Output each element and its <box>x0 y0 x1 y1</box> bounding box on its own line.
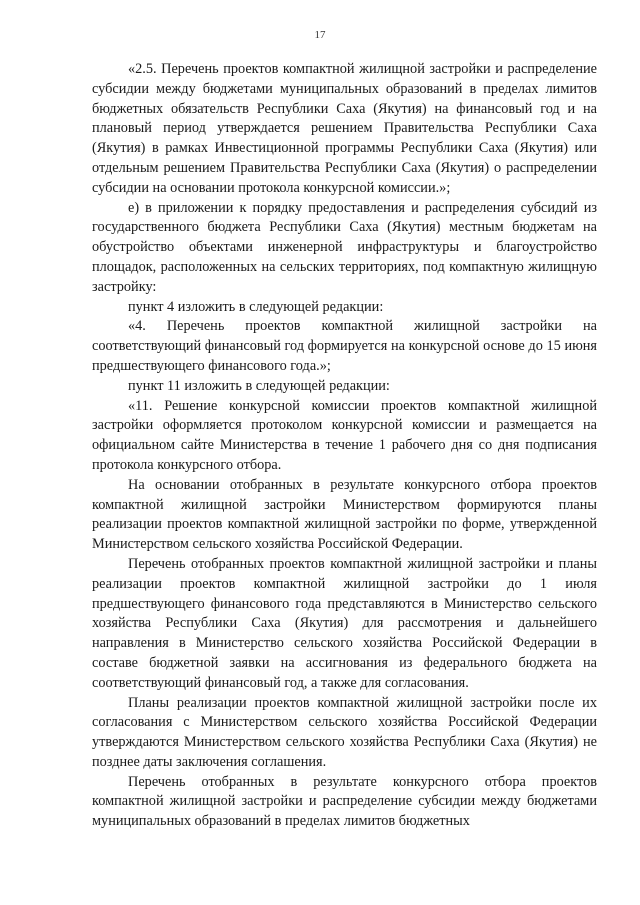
paragraph-list-distribution: Перечень отобранных в результате конкурсного отбора проектов компактной жилищной застройки и распределение субсидии между бюджетами муниципальных образований в пределах лимитов бюджетных <box>92 773 597 830</box>
paragraph-plans-approval: Планы реализации проектов компактной жилищной застройки после их согласования с Министерством сельского хозяйства Российской Федерации утверждаются Министерством сельского хозяйства Республики Саха (Якутия) не позднее даты заключения соглашения. <box>92 694 597 770</box>
paragraph-point-4: «4. Перечень проектов компактной жилищной застройки на соответствующий финансовый год формируется на конкурсной основе до 15 июня предшествующего финансового года.»; <box>92 318 597 374</box>
document-body <box>92 60 597 832</box>
paragraph-item-e: е) в приложении к порядку предоставления и распределения субсидий из государственного бюджета Республики Саха (Якутия) местным бюджетам на обустройство объектами инженерной инфраструктуры и благоустройство площадок, расположенных на сельских территориях, под компактную жилищную застройку: <box>92 199 597 295</box>
paragraph-point-11-intro: пункт 11 изложить в следующей редакции: <box>128 377 390 394</box>
paragraph-point-11: «11. Решение конкурсной комиссии проектов компактной жилищной застройки оформляется протоколом конкурсной комиссии и размещается на официальном сайте Министерства в течение 1 рабочего дня со дня подписания протокола конкурсного отбора. <box>92 397 597 473</box>
paragraph-2-5: «2.5. Перечень проектов компактной жилищной застройки и распределение субсидии между бюджетами муниципальных образований в пределах лимитов бюджетных обязательств Республики Саха (Якутия) на финансовый год и на плановый период утверждается решением Правительства Республики Саха (Якутия) в рамках Инвестиционной программы Республики Саха (Якутия) или отдельным решением Правительства Республики Саха (Якутия) о распределении субсидии на основании протокола конкурсной комиссии.»; <box>92 61 597 196</box>
paragraph-point-4-intro: пункт 4 изложить в следующей редакции: <box>128 298 384 315</box>
page-number: 17 <box>314 29 326 41</box>
paragraph-list-submission: Перечень отобранных проектов компактной жилищной застройки и планы реализации проектов компактной жилищной застройки до 1 июля предшествующего финансового года представляются в Министерство сельского хозяйства Республики Саха (Якутия) для рассмотрения и дальнейшего направления в Министерство сельского хозяйства Российской Федерации в составе бюджетной заявки на ассигнования из федерального бюджета на соответствующий финансовый год, а также для согласования. <box>92 555 597 691</box>
paragraph-plans-formation: На основании отобранных в результате конкурсного отбора проектов компактной жилищной застройки Министерством формируются планы реализации проектов компактной жилищной застройки по форме, утвержденной Министерством сельского хозяйства Российской Федерации. <box>92 476 597 553</box>
